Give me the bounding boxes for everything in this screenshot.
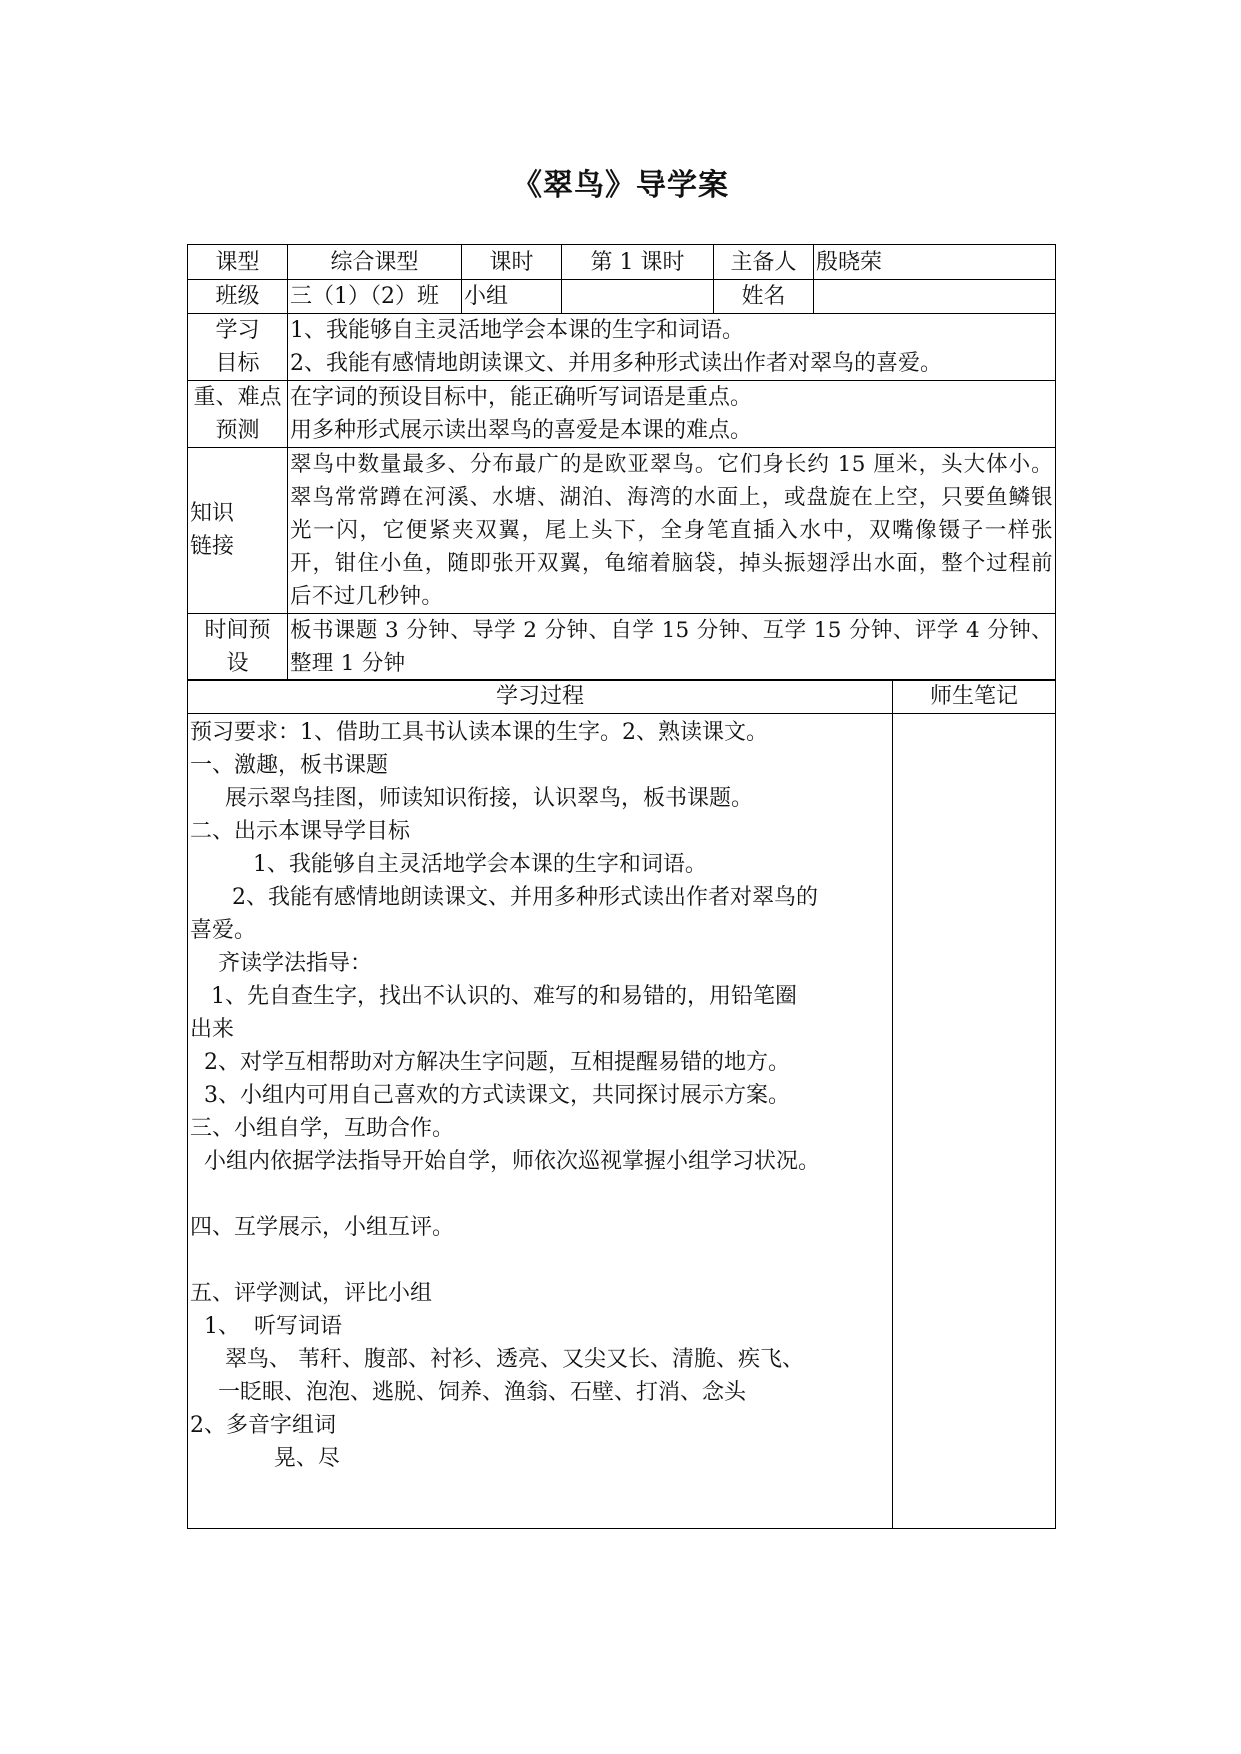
process-line: 喜爱。 <box>190 918 257 943</box>
knowledge-label-line-1: 知识 <box>190 501 235 526</box>
header-table <box>187 244 1056 314</box>
process-line: 2、我能有感情地朗读课文、并用多种形式读出作者对翠鸟的 <box>190 885 818 910</box>
goal-item: 1、我能够自主灵活地学会本课的生字和词语。 <box>290 317 744 343</box>
info-table <box>187 313 1056 681</box>
process-line: 展示翠鸟挂图，师读知识衔接，认识翠鸟，板书课题。 <box>190 786 753 811</box>
notes-header: 师生笔记 <box>893 680 1056 714</box>
time-label <box>188 613 288 680</box>
type-label: 课型 <box>188 245 288 280</box>
process-line: 一、激趣，板书课题 <box>190 753 389 778</box>
goals-label-line-2: 目标 <box>215 350 260 376</box>
key-point-item: 在字词的预设目标中，能正确听写词语是重点。 <box>290 384 753 410</box>
lesson-plan-sheet <box>187 244 1055 1529</box>
process-header: 学习过程 <box>188 680 893 714</box>
process-line: 小组内依据学法指导开始自学，师依次巡视掌握小组学习状况。 <box>190 1149 820 1174</box>
process-line: 翠鸟、 苇秆、腹部、衬衫、透亮、又尖又长、清脆、疾飞、 <box>190 1347 804 1372</box>
period-value: 第 1 课时 <box>562 245 714 280</box>
process-line: 预习要求：1、借助工具书认读本课的生字。2、熟读课文。 <box>190 720 768 745</box>
process-line: 2、对学互相帮助对方解决生字问题，互相提醒易错的地方。 <box>190 1050 790 1075</box>
notes-body[interactable] <box>893 714 1056 1529</box>
key-points-content <box>288 380 1056 447</box>
time-text: 板书课题 3 分钟、导学 2 分钟、自学 15 分钟、互学 15 分钟、评学 4 分钟、整理 1 分钟 <box>288 613 1056 680</box>
process-line: 五、评学测试，评比小组 <box>190 1281 433 1306</box>
process-line: 3、小组内可用自己喜欢的方式读课文，共同探讨展示方案。 <box>190 1083 790 1108</box>
key-points-label-line-2: 预测 <box>215 417 260 443</box>
process-line: 1、我能够自主灵活地学会本课的生字和词语。 <box>190 852 707 877</box>
process-line: 出来 <box>190 1017 235 1042</box>
process-line: 一眨眼、泡泡、逃脱、饲养、渔翁、石壁、打消、念头 <box>190 1380 746 1405</box>
process-line: 晃、尽 <box>190 1446 340 1471</box>
process-line <box>190 1244 890 1277</box>
goals-label <box>188 313 288 380</box>
goals-label-line-1: 学习 <box>215 317 260 343</box>
type-value: 综合课型 <box>288 245 462 280</box>
key-points-label <box>188 380 288 447</box>
class-value: 三（1）（2）班 <box>288 280 462 314</box>
group-label: 小组 <box>462 280 562 314</box>
knowledge-label-line-2: 链接 <box>190 534 235 559</box>
name-value[interactable] <box>814 280 1056 314</box>
key-point-item: 用多种形式展示读出翠鸟的喜爱是本课的难点。 <box>290 417 753 443</box>
process-line: 二、出示本课导学目标 <box>190 819 411 844</box>
process-table <box>187 679 1056 1529</box>
time-label-line-1: 时间预 <box>204 617 271 643</box>
process-line: 三、小组自学，互助合作。 <box>190 1116 455 1141</box>
knowledge-text: 翠鸟中数量最多、分布最广的是欧亚翠鸟。它们身长约 15 厘米，头大体小。翠鸟常常蹲在河溪、水塘、湖泊、海湾的水面上，或盘旋在上空，只要鱼鳞银光一闪，它便紧夹双翼，尾上头下，全身笔直插入水中，双嘴像镊子一样张开，钳住小鱼，随即张开双翼，龟缩着脑袋，掉头振翅浮出水面，整个过程前后不过几秒钟。 <box>288 447 1056 613</box>
time-label-line-2: 设 <box>226 650 249 676</box>
goal-item: 2、我能有感情地朗读课文、并用多种形式读出作者对翠鸟的喜爱。 <box>290 350 942 376</box>
process-line: 2、多音字组词 <box>190 1413 336 1438</box>
name-label: 姓名 <box>714 280 814 314</box>
page-title: 《翠鸟》导学案 <box>512 168 729 203</box>
process-line: 齐读学法指导： <box>190 951 372 976</box>
process-line <box>190 1178 890 1211</box>
period-label: 课时 <box>462 245 562 280</box>
process-line: 1、 听写词语 <box>190 1314 342 1339</box>
goals-content <box>288 313 1056 380</box>
process-line: 四、互学展示，小组互评。 <box>190 1215 455 1240</box>
group-value[interactable] <box>562 280 714 314</box>
class-label: 班级 <box>188 280 288 314</box>
process-body <box>188 714 893 1529</box>
key-points-label-line-1: 重、难点 <box>193 384 282 410</box>
preparer-value: 殷晓荣 <box>814 245 1056 280</box>
preparer-label: 主备人 <box>714 245 814 280</box>
process-line: 1、先自查生字，找出不认识的、难写的和易错的，用铅笔圈 <box>190 984 797 1009</box>
knowledge-label <box>188 447 288 613</box>
